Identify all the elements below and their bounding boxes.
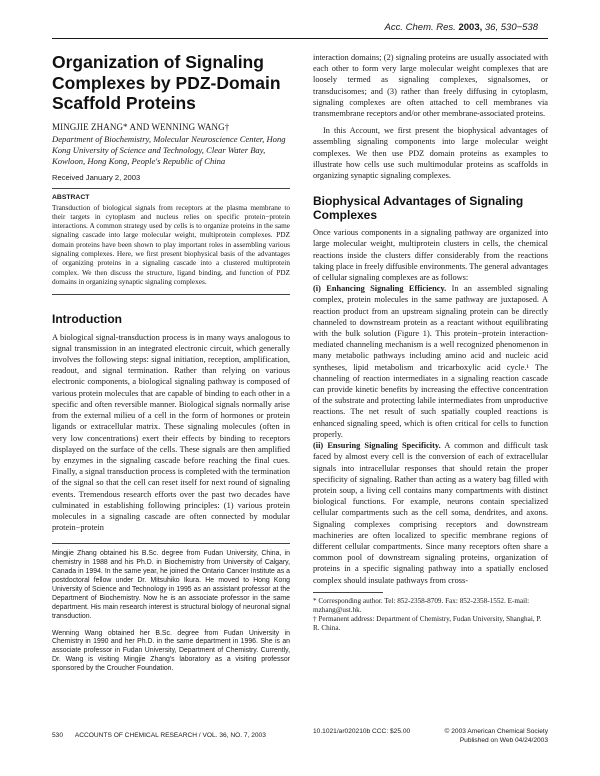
page-number: 530 [52,732,64,739]
bio-rule [52,543,290,544]
footer-doi: 10.1021/ar020210b CCC: $25.00 [313,728,411,735]
abstract-top-rule [52,188,290,189]
footnote-rule [313,592,383,593]
item-enhancing-efficiency [313,283,548,440]
item-enhancing-efficiency-label: (i) Enhancing Signaling Efficiency. [313,284,447,294]
article-authors: MINGJIE ZHANG* AND WENNING WANG† [52,121,230,132]
footer-copyright: © 2003 American Chemical Society [444,728,548,735]
received-date: Received January 2, 2003 [52,172,141,182]
item-ensuring-specificity-label: (ii) Ensuring Signaling Specificity. [313,441,441,451]
account-paragraph: In this Account, we first present the biophysical advantages of assembling signaling components into large molecular weight complexes. We then use PDZ domain proteins as examples to illustrate how cells use such multimodular proteins as scaffolds in organizing synaptic signaling complexes. [313,126,548,181]
running-head [385,22,538,33]
footnote-corresponding: * Corresponding author. Tel: 852-2358-8709. Fax: 852-2358-1552. E-mail: mzhang@ust.hk. [313,596,530,614]
journal-volume: 36, [484,22,499,33]
footer-journal: ACCOUNTS OF CHEMICAL RESEARCH / VOL. 36, NO. 7, 2003 [74,732,266,739]
introduction-heading: Introduction [52,312,122,327]
abstract-heading: ABSTRACT [52,193,90,201]
journal-pages: 530−538 [500,22,538,33]
top-rule [52,38,548,39]
journal-year: 2003, [458,22,483,33]
article-title: Organization of Signaling Complexes by PDZ-Domain Scaffold Proteins [52,52,281,113]
item-ensuring-specificity-text: A common and difficult task faced by almost every cell is the conversion of each of extracellular signals into intracellular responses that should retain the proper specificity of signaling. Rather than acting as a watery bag filled with protein soup, a living cell contains many compartments with distinct biological functions. For example, neurons contain specialized cellular compartments such as the cell soma, dendrites, and axons. Signaling complexes comprising receptors and downstream machineries are often localized to specific membrane regions of different cellular compartments. Since many receptors often share a common pool of downstream signaling proteins, organization of proteins in a specific signaling pathway into a spatially enclosed complex should insulate pathways from cross- [313,441,548,585]
biophysical-heading: Biophysical Advantages of Signaling Complexes [313,194,524,222]
item-ensuring-specificity [313,440,548,586]
article-affiliation: Department of Biochemistry, Molecular Neuroscience Center, Hong Kong University of Science and Technology, Clear Water Bay, Kowloon, Hong Kong, People's Republic of China [52,133,286,166]
footer-right [313,728,548,745]
journal-name: Acc. Chem. Res. [384,22,456,33]
bio-wang: Wenning Wang obtained her B.Sc. degree from Fudan University in Chemistry in 1990 and her Ph.D. in the same department in 1996. She is an associate professor in Fudan University, Department of Chemistry. Currently, Dr. Wang is visiting Mingjie Zhang's laboratory as a visiting professor sponsored by the Croucher Foundation. [52,629,290,673]
introduction-paragraph: A biological signal-transduction process is in many ways analogous to signal transmission in an integrated electronic circuit, which generally involves the following steps: signal initiation, reception, amplification, readout, and signal termination. Rather than relying on various electronic components, a biological signaling pathway is composed of various protein molecules that are capable of binding to each other in a specific and often reversible manner. Biological signals normally arise from the external milieu of a cell in the form of hormones or protein ligands or extracellular matrix. These signaling molecules (often in very low concentrations) exert their effects by binding to receptors displayed on the surface of the cells. These signals are then amplified by enzymes in the signaling cascade before reaching the final cues. Finally, a signal transduction process is completed with the termination of the signal so that the cell can reset itself for next round of signaling events. Tremendous research efforts over the past two decades have culminated in establishing following principles: (1) various protein molecules in a signaling cascade are often connected by modular protein−protein [52,332,290,533]
footnote-permanent-address: † Permanent address: Department of Chemistry, Fudan University, Shanghai, P. R. China. [313,614,542,632]
bio-zhang: Mingjie Zhang obtained his B.Sc. degree from Fudan University, China, in chemistry in 1988 and his Ph.D. in Biochemistry from University of Calgary, Canada in 1994. In the same year, he joined the Ontario Cancer Institute as a postdoctoral fellow under Dr. Mitsuhiko Ikura. He moved to Hong Kong University of Science and Technology in 1995 as an assistant professor at the Department of Biochemistry. Now he is an associate professor in the same department. His main research interest is structural biology of neuronal signal transduction. [52,550,290,620]
left-column [52,52,290,682]
footer-left [52,732,266,739]
biophysical-paragraph: Once various components in a signaling pathway are organized into large molecular weight, multiprotein clusters in cells, the chemical reactions inside the clusters differ considerably from the reactions taking place in freely diffusible environments. The general advantages of cellular signaling complexes are as follows: [313,228,548,283]
item-enhancing-efficiency-text: In an assembled signaling complex, protein molecules in the same pathway are juxtaposed. A reaction product from an upstream signaling protein can be directly channeled to downstream protein as a reactant without equilibrating with the bulk solution (Figure 1). This protein−protein interaction-mediated channeling mechanism is a well recognized phenomenon in many metabolic pathways including amino acid and nucleic acid syntheses, lipid metabolism and tricarboxylic acid cycle.¹ The channeling of reaction intermediates in a signaling reaction cascade can provide kinetic benefits by increasing the effective concentration of the substrate and protecting labile intermediates from unproductive reactions. The net result of such spatially coupled reactions is enhanced signaling speed, which is often critical for cells to function properly. [313,284,549,439]
continuation-paragraph: interaction domains; (2) signaling proteins are usually associated with each other to form very large molecular weight complexes that are loosely termed as signaling complexes, signalsomes, or transducisomes; and (3) rather than freely diffusing in cytoplasm, signaling complexes are often attached to cell membranes via transmembrane receptors and/or other membrane-associated proteins. [313,53,548,119]
footer-published: Published on Web 04/24/2003 [459,736,548,744]
abstract-text: Transduction of biological signals from receptors at the plasma membrane to their targets in cytoplasm and nucleus relies on specific protein−protein interactions. A common strategy used by cells is to organize proteins in the same signaling cascade into large molecular weight, multiprotein complexes. PDZ domain proteins have been shown to play important roles in assembling various signaling complexes. Here, we first present biophysical basis of the advantages of organizing proteins in a signaling cascade into a clustered multiprotein complex. We then discuss the structure, ligand binding, and function of PDZ domains in organizing synaptic signaling complexes. [52,202,290,286]
right-column [313,52,548,633]
